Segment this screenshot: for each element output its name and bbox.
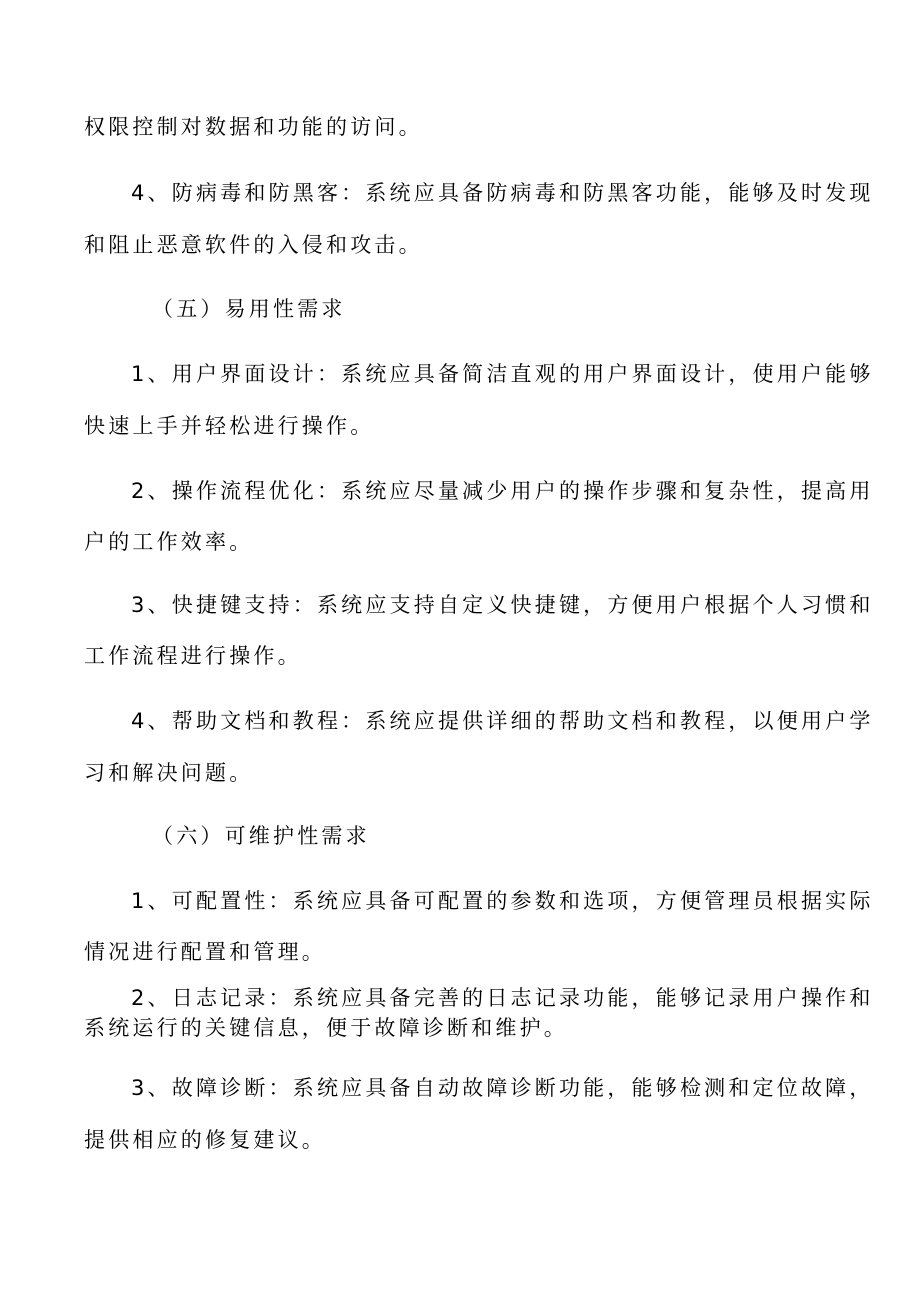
text-line: 习和解决问题。: [84, 761, 254, 785]
section-heading: （五）易用性需求: [152, 297, 346, 321]
text-line: 系统运行的关键信息，便于故障诊断和维护。: [84, 1016, 568, 1040]
text-line: 2、操作流程优化：系统应尽量减少用户的操作步骤和复杂性，提高用: [131, 479, 874, 503]
text-line: 4、帮助文档和教程：系统应提供详细的帮助文档和教程，以便用户学: [131, 709, 874, 733]
text-line: 权限控制对数据和功能的访问。: [84, 115, 423, 139]
text-line: 情况进行配置和管理。: [84, 940, 326, 964]
text-line: 户的工作效率。: [84, 530, 254, 554]
text-line: 和阻止恶意软件的入侵和攻击。: [84, 233, 423, 257]
text-line: 快速上手并轻松进行操作。: [84, 414, 375, 438]
text-line: 2、日志记录：系统应具备完善的日志记录功能，能够记录用户操作和: [131, 986, 874, 1010]
section-heading: （六）可维护性需求: [152, 824, 370, 848]
text-line: 3、故障诊断：系统应具备自动故障诊断功能，能够检测和定位故障，: [131, 1076, 874, 1100]
text-line: 4、防病毒和防黑客：系统应具备防病毒和防黑客功能，能够及时发现: [131, 181, 874, 205]
text-line: 工作流程进行操作。: [84, 644, 302, 668]
text-line: 3、快捷键支持：系统应支持自定义快捷键，方便用户根据个人习惯和: [131, 593, 874, 617]
text-line: 1、用户界面设计：系统应具备简洁直观的用户界面设计，使用户能够: [131, 362, 874, 386]
text-line: 1、可配置性：系统应具备可配置的参数和选项，方便管理员根据实际: [131, 889, 874, 913]
text-line: 提供相应的修复建议。: [84, 1128, 326, 1152]
